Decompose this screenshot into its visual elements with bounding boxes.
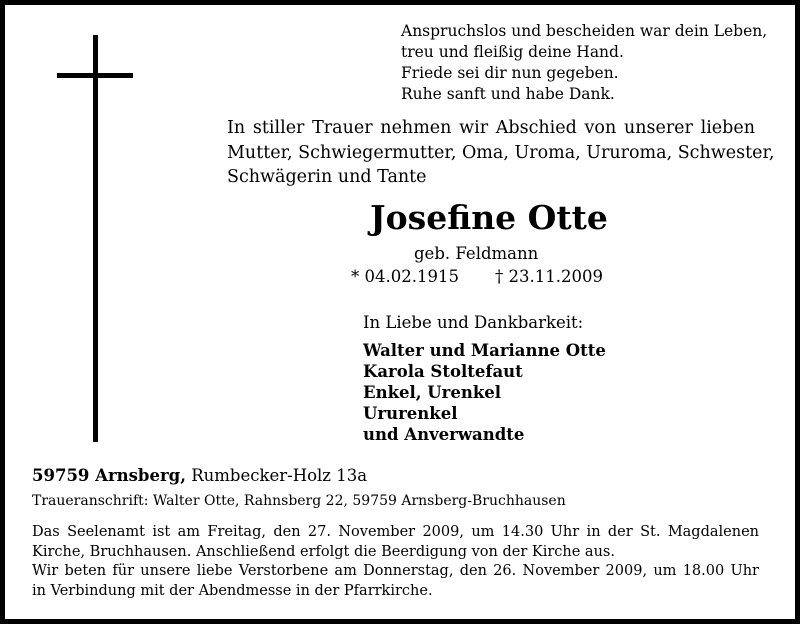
mourner-name: Walter und Marianne Otte — [363, 341, 606, 360]
memorial-poem — [401, 21, 767, 105]
notice-line: Wir beten für unsere liebe Verstorbene am Donnerstag, den 26. November 2009, um 18.00 Uhr — [32, 563, 759, 579]
birth-date: * 04.02.1915 — [351, 267, 459, 286]
mourner-name: Karola Stoltefaut — [363, 362, 523, 381]
intro-line: In stiller Trauer nehmen wir Abschied von unserer lieben — [227, 118, 755, 138]
mourning-intro — [227, 116, 775, 190]
mourner-name: und Anverwandte — [363, 425, 525, 444]
service-notice — [32, 523, 759, 601]
maiden-name: geb. Feldmann — [414, 244, 539, 263]
notice-line: in Verbindung mit der Abendmesse in der Pfarrkirche. — [32, 582, 433, 599]
residence-city: 59759 Arnsberg, — [32, 466, 186, 485]
deceased-name: Josefine Otte — [370, 198, 608, 237]
death-date: † 23.11.2009 — [495, 267, 603, 286]
notice-line: Das Seelenamt ist am Freitag, den 27. November 2009, um 14.30 Uhr in der St. Magdalenen — [32, 524, 759, 540]
cross-icon — [93, 35, 98, 442]
mourner-name: Ururenkel — [363, 404, 458, 423]
residence-street: Rumbecker-Holz 13a — [185, 466, 368, 485]
mourning-address: Traueranschrift: Walter Otte, Rahnsberg 22, 59759 Arnsberg-Bruchhausen — [32, 493, 566, 509]
intro-line: Mutter, Schwiegermutter, Oma, Uroma, Ururoma, Schwester, — [227, 142, 775, 163]
life-dates — [351, 265, 603, 289]
mourner-name: Enkel, Urenkel — [363, 383, 502, 402]
intro-line: Schwägerin und Tante — [227, 167, 427, 187]
poem-line: Friede sei dir nun gegeben. — [401, 64, 619, 82]
poem-line: Anspruchslos und bescheiden war dein Leben, — [401, 22, 768, 40]
residence — [32, 465, 367, 487]
notice-line: Kirche, Bruchhausen. Anschließend erfolgt die Beerdigung von der Kirche aus. — [32, 543, 615, 560]
mourners-intro: In Liebe und Dankbarkeit: — [363, 313, 584, 332]
mourners-list — [363, 340, 606, 445]
poem-line: Ruhe sanft und habe Dank. — [401, 85, 615, 103]
poem-line: treu und fleißig deine Hand. — [401, 43, 624, 61]
cross-icon-bar — [57, 73, 133, 78]
